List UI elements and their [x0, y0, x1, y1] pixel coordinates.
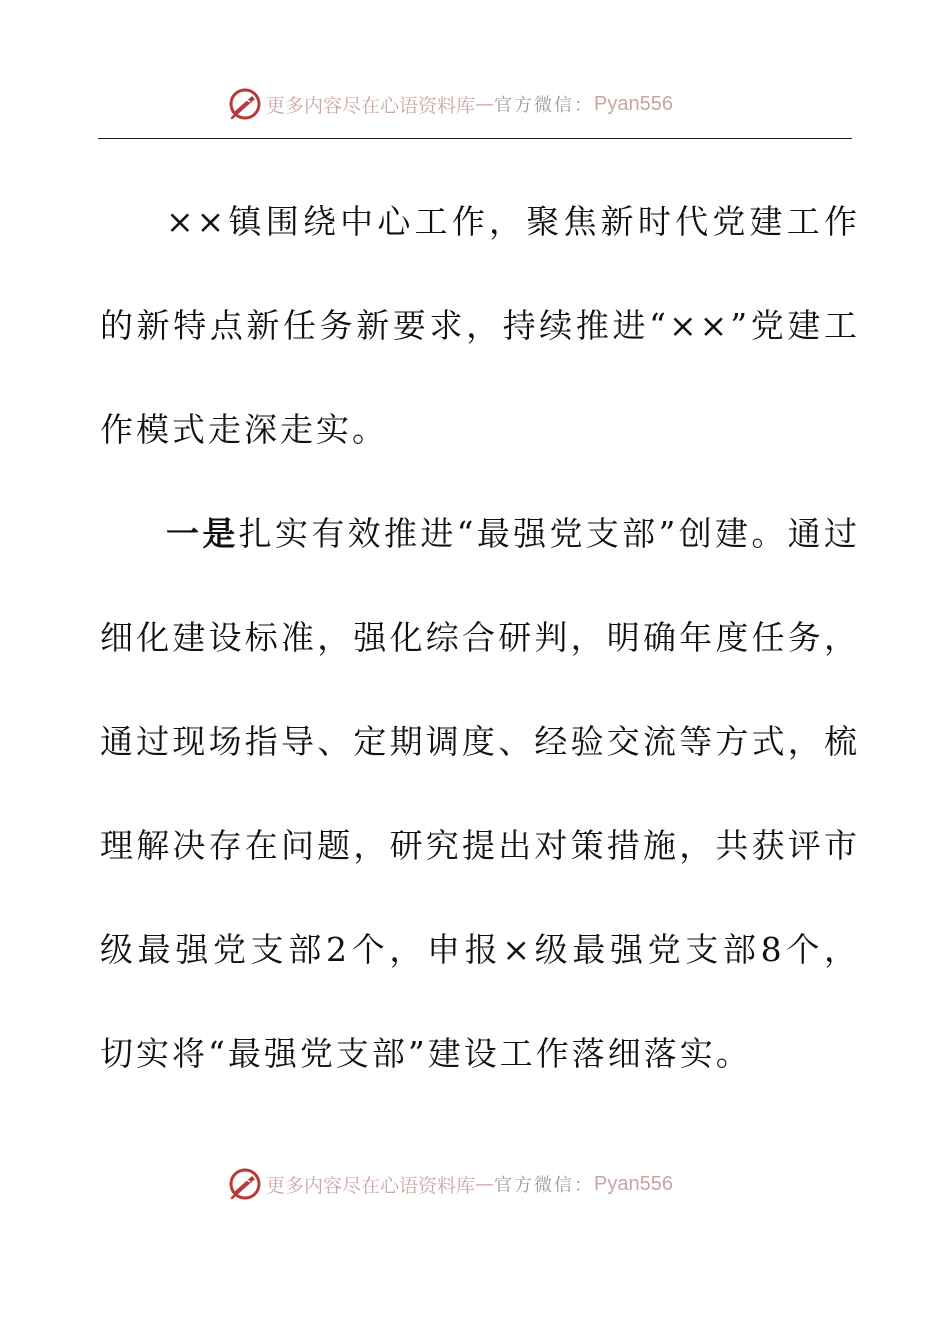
footer-banner-separator: —: [475, 1173, 495, 1195]
header-banner[interactable]: [228, 84, 673, 124]
paragraph-item-one-lead: 一是: [166, 514, 239, 553]
footer-banner-wechat-id: Pyan556: [594, 1172, 673, 1195]
footer-banner[interactable]: [228, 1164, 673, 1204]
header-banner-wechat-id: Pyan556: [594, 92, 673, 115]
header-banner-text: 更多内容尽在心语资料库: [266, 94, 476, 117]
paragraph-item-one: [100, 482, 860, 1106]
header-divider: [98, 138, 852, 139]
header-banner-official: 官方微信：: [494, 95, 595, 116]
paragraph-intro: ××镇围绕中心工作，聚焦新时代党建工作的新特点新任务新要求，持续推进“××”党建工作模式走深走实。: [100, 202, 860, 449]
footer-banner-text: 更多内容尽在心语资料库: [266, 1174, 476, 1197]
document-body: [100, 170, 860, 1106]
paragraph-item-one-text: 扎实有效推进“最强党支部”创建。通过细化建设标准，强化综合研判，明确年度任务，通过现场指导、定期调度、经验交流等方式，梳理解决存在问题，研究提出对策措施，共获评市级最强党支部2个，申报×级最强党支部8个，切实将“最强党支部”建设工作落细落实。: [100, 514, 861, 1073]
pen-circle-logo-icon: [228, 1167, 262, 1201]
footer-banner-official: 官方微信：: [494, 1175, 595, 1196]
page-footer: [0, 1164, 950, 1204]
pen-circle-logo-icon: [228, 87, 262, 121]
page-header: [0, 84, 950, 124]
header-banner-separator: —: [475, 93, 495, 115]
